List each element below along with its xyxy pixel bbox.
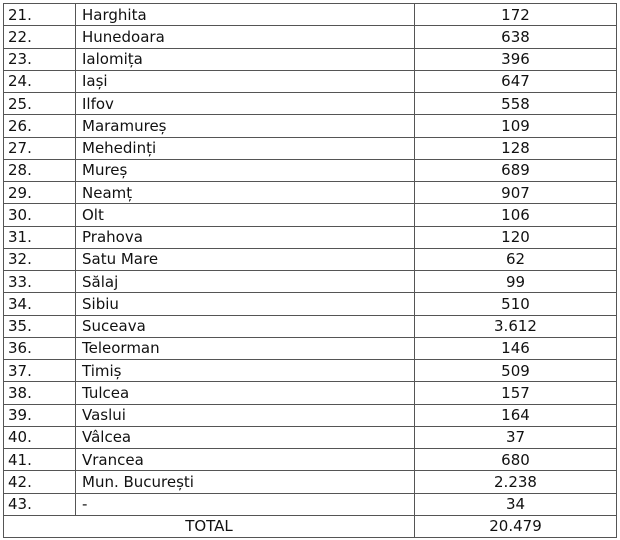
table-row (4, 471, 617, 493)
total-row (4, 515, 617, 537)
table-row (4, 360, 617, 382)
county-table (3, 3, 617, 538)
row-number: 35. (4, 315, 76, 337)
county-name: Prahova (76, 226, 415, 248)
table-row (4, 337, 617, 359)
row-number: 41. (4, 449, 76, 471)
county-name: Vrancea (76, 449, 415, 471)
county-name: Mureș (76, 159, 415, 181)
row-number: 24. (4, 70, 76, 92)
row-number: 34. (4, 293, 76, 315)
table-row (4, 70, 617, 92)
county-value: 62 (415, 248, 617, 270)
county-name: Iași (76, 70, 415, 92)
table-row (4, 4, 617, 26)
county-table-body (4, 4, 617, 538)
county-name: Vaslui (76, 404, 415, 426)
county-value: 396 (415, 48, 617, 70)
table-row (4, 26, 617, 48)
county-name: Suceava (76, 315, 415, 337)
county-value: 647 (415, 70, 617, 92)
county-value: 689 (415, 159, 617, 181)
row-number: 21. (4, 4, 76, 26)
table-row (4, 248, 617, 270)
row-number: 43. (4, 493, 76, 515)
table-row (4, 426, 617, 448)
table-row (4, 493, 617, 515)
table-row (4, 182, 617, 204)
county-value: 558 (415, 93, 617, 115)
table-row (4, 48, 617, 70)
table-row (4, 137, 617, 159)
table-row (4, 315, 617, 337)
county-value: 907 (415, 182, 617, 204)
row-number: 29. (4, 182, 76, 204)
county-name: Vâlcea (76, 426, 415, 448)
county-name: Ilfov (76, 93, 415, 115)
county-name: Tulcea (76, 382, 415, 404)
county-value: 120 (415, 226, 617, 248)
row-number: 33. (4, 271, 76, 293)
county-value: 2.238 (415, 471, 617, 493)
county-value: 99 (415, 271, 617, 293)
row-number: 36. (4, 337, 76, 359)
county-table-container (3, 3, 617, 538)
county-name: Timiș (76, 360, 415, 382)
county-name: Mehedinți (76, 137, 415, 159)
county-name: Teleorman (76, 337, 415, 359)
county-name: Sibiu (76, 293, 415, 315)
county-value: 109 (415, 115, 617, 137)
county-name: Harghita (76, 4, 415, 26)
table-row (4, 226, 617, 248)
table-row (4, 204, 617, 226)
row-number: 30. (4, 204, 76, 226)
county-name: Ialomița (76, 48, 415, 70)
county-value: 37 (415, 426, 617, 448)
total-label: TOTAL (4, 515, 415, 537)
county-value: 164 (415, 404, 617, 426)
county-value: 638 (415, 26, 617, 48)
row-number: 32. (4, 248, 76, 270)
county-value: 146 (415, 337, 617, 359)
row-number: 22. (4, 26, 76, 48)
county-name: Hunedoara (76, 26, 415, 48)
row-number: 23. (4, 48, 76, 70)
table-row (4, 382, 617, 404)
county-name: Sălaj (76, 271, 415, 293)
row-number: 37. (4, 360, 76, 382)
table-row (4, 293, 617, 315)
county-name: Satu Mare (76, 248, 415, 270)
county-value: 128 (415, 137, 617, 159)
row-number: 26. (4, 115, 76, 137)
table-row (4, 93, 617, 115)
total-value: 20.479 (415, 515, 617, 537)
row-number: 28. (4, 159, 76, 181)
table-row (4, 159, 617, 181)
county-name: Mun. București (76, 471, 415, 493)
county-name: - (76, 493, 415, 515)
row-number: 31. (4, 226, 76, 248)
county-value: 509 (415, 360, 617, 382)
county-name: Olt (76, 204, 415, 226)
table-row (4, 404, 617, 426)
county-value: 680 (415, 449, 617, 471)
county-value: 510 (415, 293, 617, 315)
county-value: 106 (415, 204, 617, 226)
county-value: 172 (415, 4, 617, 26)
table-row (4, 271, 617, 293)
row-number: 38. (4, 382, 76, 404)
row-number: 39. (4, 404, 76, 426)
county-name: Maramureș (76, 115, 415, 137)
county-value: 34 (415, 493, 617, 515)
row-number: 27. (4, 137, 76, 159)
county-value: 157 (415, 382, 617, 404)
row-number: 40. (4, 426, 76, 448)
row-number: 42. (4, 471, 76, 493)
county-name: Neamț (76, 182, 415, 204)
row-number: 25. (4, 93, 76, 115)
table-row (4, 115, 617, 137)
county-value: 3.612 (415, 315, 617, 337)
table-row (4, 449, 617, 471)
